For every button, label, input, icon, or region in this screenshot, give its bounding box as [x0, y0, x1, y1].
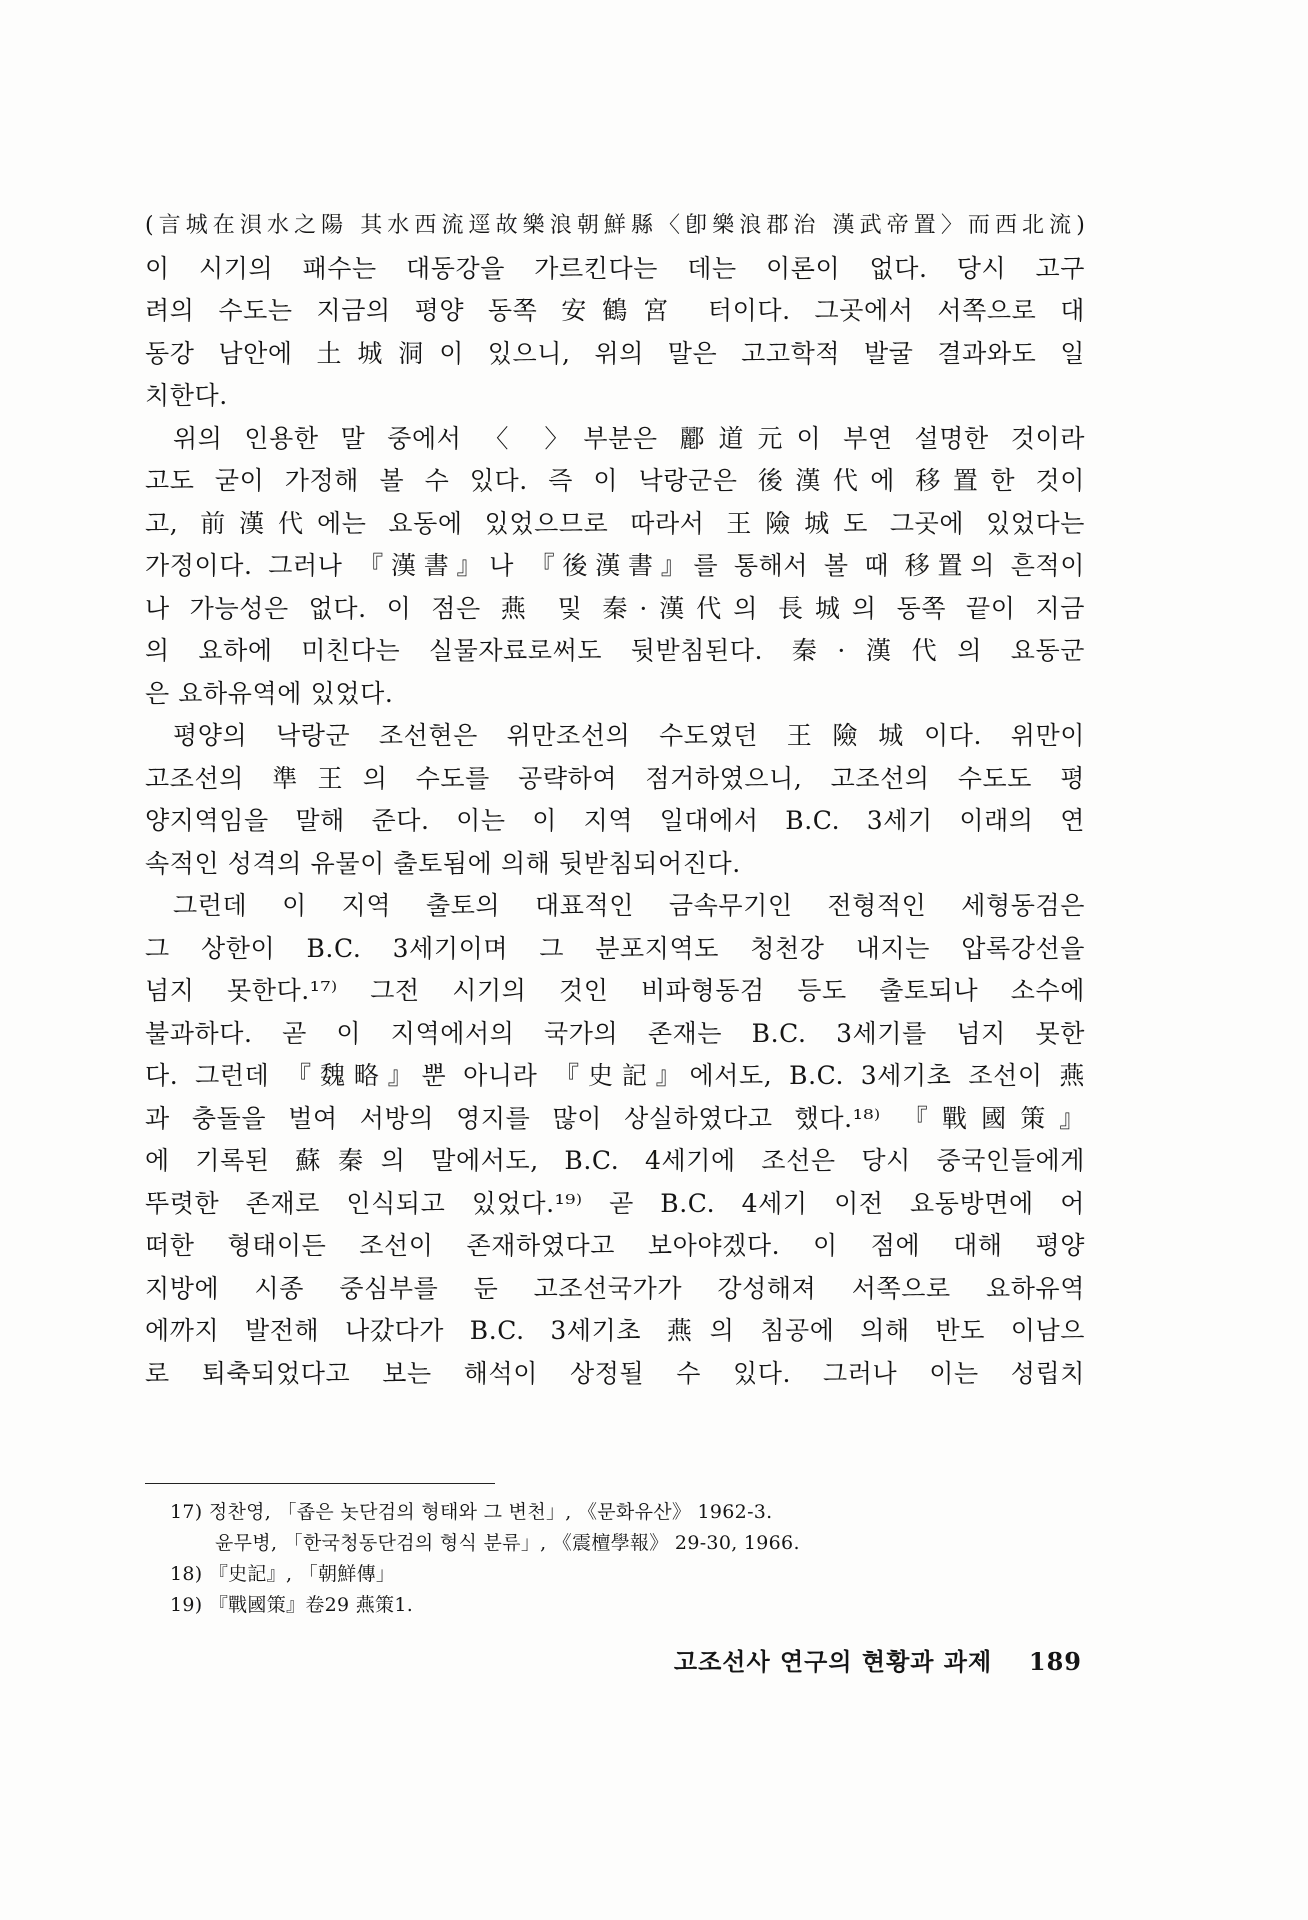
body-line: 불과하다. 곧 이 지역에서의 국가의 존재는 B.C. 3세기를 넘지 못한	[145, 1018, 1085, 1048]
body-line: 양지역임을 말해 준다. 이는 이 지역 일대에서 B.C. 3세기 이래의 연	[145, 806, 1085, 835]
body-line: 과 충돌을 벌여 서방의 영지를 많이 상실하였다고 했다.¹⁸⁾ 『戰國策』	[145, 1103, 1085, 1133]
body-line: 지방에 시종 중심부를 둔 고조선국가가 강성해져 서쪽으로 요하유역	[145, 1273, 1085, 1303]
body-line: 평양의 낙랑군 조선현은 위만조선의 수도였던 王險城이다. 위만이	[173, 721, 1085, 750]
body-line: 치한다.	[145, 381, 228, 410]
body-line: 그 상한이 B.C. 3세기이며 그 분포지역도 청천강 내지는 압록강선을	[145, 933, 1085, 963]
footnotes	[170, 1497, 1070, 1621]
body-line: 떠한 형태이든 조선이 존재하였다고 보아야겠다. 이 점에 대해 평양	[145, 1231, 1085, 1260]
body-line: 그런데 이 지역 출토의 대표적인 금속무기인 전형적인 세형동검은	[173, 891, 1085, 920]
body-line: 려의 수도는 지금의 평양 동쪽 安鶴宮 터이다. 그곳에서 서쪽으로 대	[145, 296, 1085, 325]
body-line: 에 기록된 蘇秦의 말에서도, B.C. 4세기에 조선은 당시 중국인들에게	[145, 1146, 1085, 1175]
body-line: 이 시기의 패수는 대동강을 가르킨다는 데는 이론이 없다. 당시 고구	[145, 253, 1085, 283]
page-footer	[674, 1642, 1082, 1677]
body-line: 동강 남안에 土城洞이 있으니, 위의 말은 고고학적 발굴 결과와도 일	[145, 338, 1085, 368]
body-text	[145, 205, 1085, 1395]
body-line: 뚜렷한 존재로 인식되고 있었다.¹⁹⁾ 곧 B.C. 4세기 이전 요동방면에 어	[145, 1188, 1085, 1218]
body-line: 넘지 못한다.¹⁷⁾ 그전 시기의 것인 비파형동검 등도 출토되나 소수에	[145, 976, 1085, 1005]
body-line: 가정이다. 그러나 『漢書』나 『後漢書』를 통해서 볼 때 移置의 흔적이	[145, 551, 1085, 580]
body-line: 고도 굳이 가정해 볼 수 있다. 즉 이 낙랑군은 後漢代에 移置한 것이	[145, 466, 1085, 495]
footnote-17: 17) 정찬영, 「좁은 놋단검의 형태와 그 변천」, 《문화유산》 1962-3.	[170, 1501, 773, 1523]
body-line: 의 요하에 미친다는 실물자료로써도 뒷받침된다. 秦·漢代의 요동군	[145, 636, 1085, 665]
footnote-18: 18) 『史記』, 「朝鮮傳」	[170, 1563, 396, 1585]
body-line: 나 가능성은 없다. 이 점은 燕 및 秦·漢代의 長城의 동쪽 끝이 지금	[145, 593, 1085, 623]
footnote-19: 19) 『戰國策』卷29 燕策1.	[170, 1594, 414, 1616]
quoted-classical-line: (言城在浿水之陽 其水西流逕故樂浪朝鮮縣〈卽樂浪郡治 漢武帝置〉而西北流)	[145, 213, 1085, 238]
body-line: 로 퇴축되었다고 보는 해석이 상정될 수 있다. 그러나 이는 성립치	[145, 1358, 1085, 1388]
body-line: 은 요하유역에 있었다.	[145, 678, 394, 708]
footnote-divider	[145, 1483, 495, 1484]
body-line: 속적인 성격의 유물이 출토됨에 의해 뒷받침되어진다.	[145, 848, 741, 878]
body-line: 에까지 발전해 나갔다가 B.C. 3세기초 燕의 침공에 의해 반도 이남으	[145, 1316, 1085, 1345]
page-number: 189	[1028, 1647, 1082, 1676]
body-line: 위의 인용한 말 중에서 〈 〉부분은 酈道元이 부연 설명한 것이라	[173, 423, 1085, 453]
running-title: 고조선사 연구의 현황과 과제	[673, 1647, 993, 1676]
footnote-17-continuation: 윤무병, 「한국청동단검의 형식 분류」, 《震檀學報》 29-30, 1966.	[215, 1532, 800, 1554]
body-line: 고, 前漢代에는 요동에 있었으므로 따라서 王險城도 그곳에 있었다는	[145, 508, 1085, 538]
body-line: 다. 그런데 『魏略』뿐 아니라 『史記』에서도, B.C. 3세기초 조선이 燕	[145, 1061, 1085, 1090]
body-line: 고조선의 準王의 수도를 공략하여 점거하였으니, 고조선의 수도도 평	[145, 763, 1085, 793]
